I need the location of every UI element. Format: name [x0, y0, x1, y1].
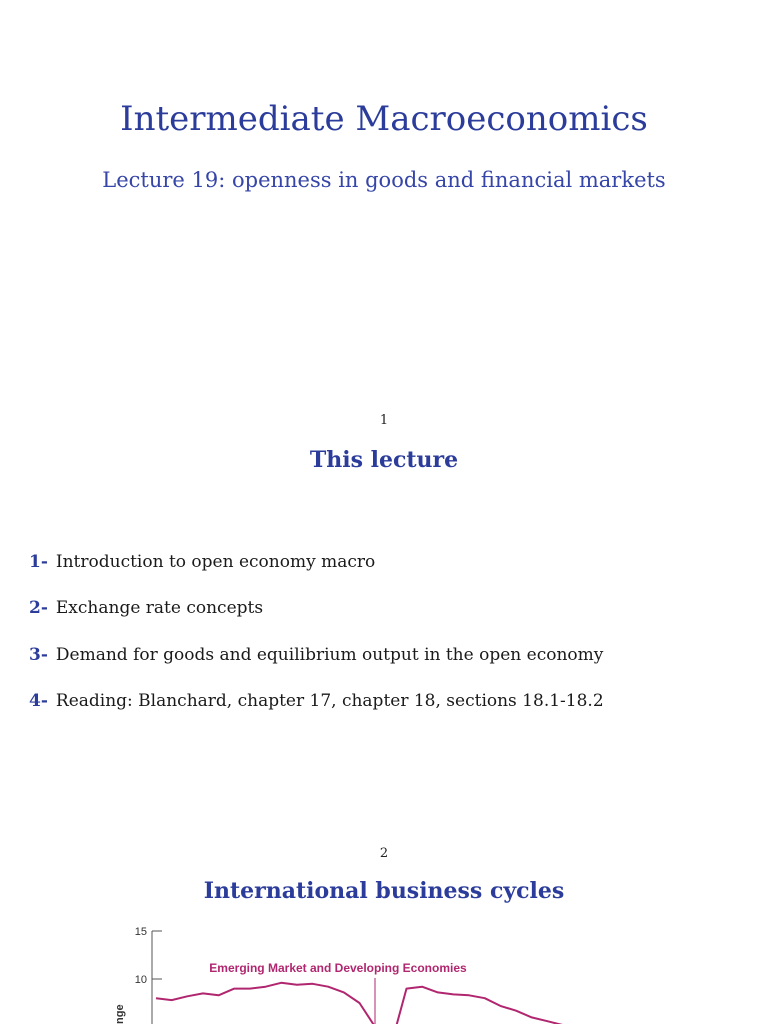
series-line-0 — [156, 983, 610, 1024]
list-item-number: 4- — [29, 691, 48, 711]
list-item-number: 2- — [29, 598, 48, 618]
list-item-text: Exchange rate concepts — [55, 598, 264, 618]
list-item-text: Reading: Blanchard, chapter 17, chapter 18, sections 18.1-18.2 — [55, 691, 604, 711]
lecture-title: Intermediate Macroeconomics — [120, 99, 648, 139]
list-item — [29, 690, 604, 712]
chart-title: Emerging Market and Developing Economies — [209, 961, 467, 975]
list-item-text: Introduction to open economy macro — [55, 552, 376, 572]
page-number-1: 1 — [379, 413, 389, 428]
chart-svg — [110, 920, 630, 1024]
y-tick-label: 10 — [134, 974, 147, 986]
list-item-number: 1- — [29, 552, 48, 572]
list-item — [29, 597, 263, 619]
y-axis-label: nge — [114, 1004, 126, 1024]
y-tick-label: 15 — [134, 926, 147, 938]
this-lecture-heading: This lecture — [309, 447, 459, 473]
list-item — [29, 551, 375, 573]
business-cycles-heading: International business cycles — [203, 878, 565, 904]
list-item-text: Demand for goods and equilibrium output in the open economy — [55, 645, 604, 665]
page-number-2: 2 — [379, 846, 389, 861]
business-cycles-chart — [110, 920, 630, 1024]
lecture-subtitle: Lecture 19: openness in goods and financial markets — [102, 168, 666, 192]
list-item — [29, 644, 603, 666]
list-item-number: 3- — [29, 645, 48, 665]
